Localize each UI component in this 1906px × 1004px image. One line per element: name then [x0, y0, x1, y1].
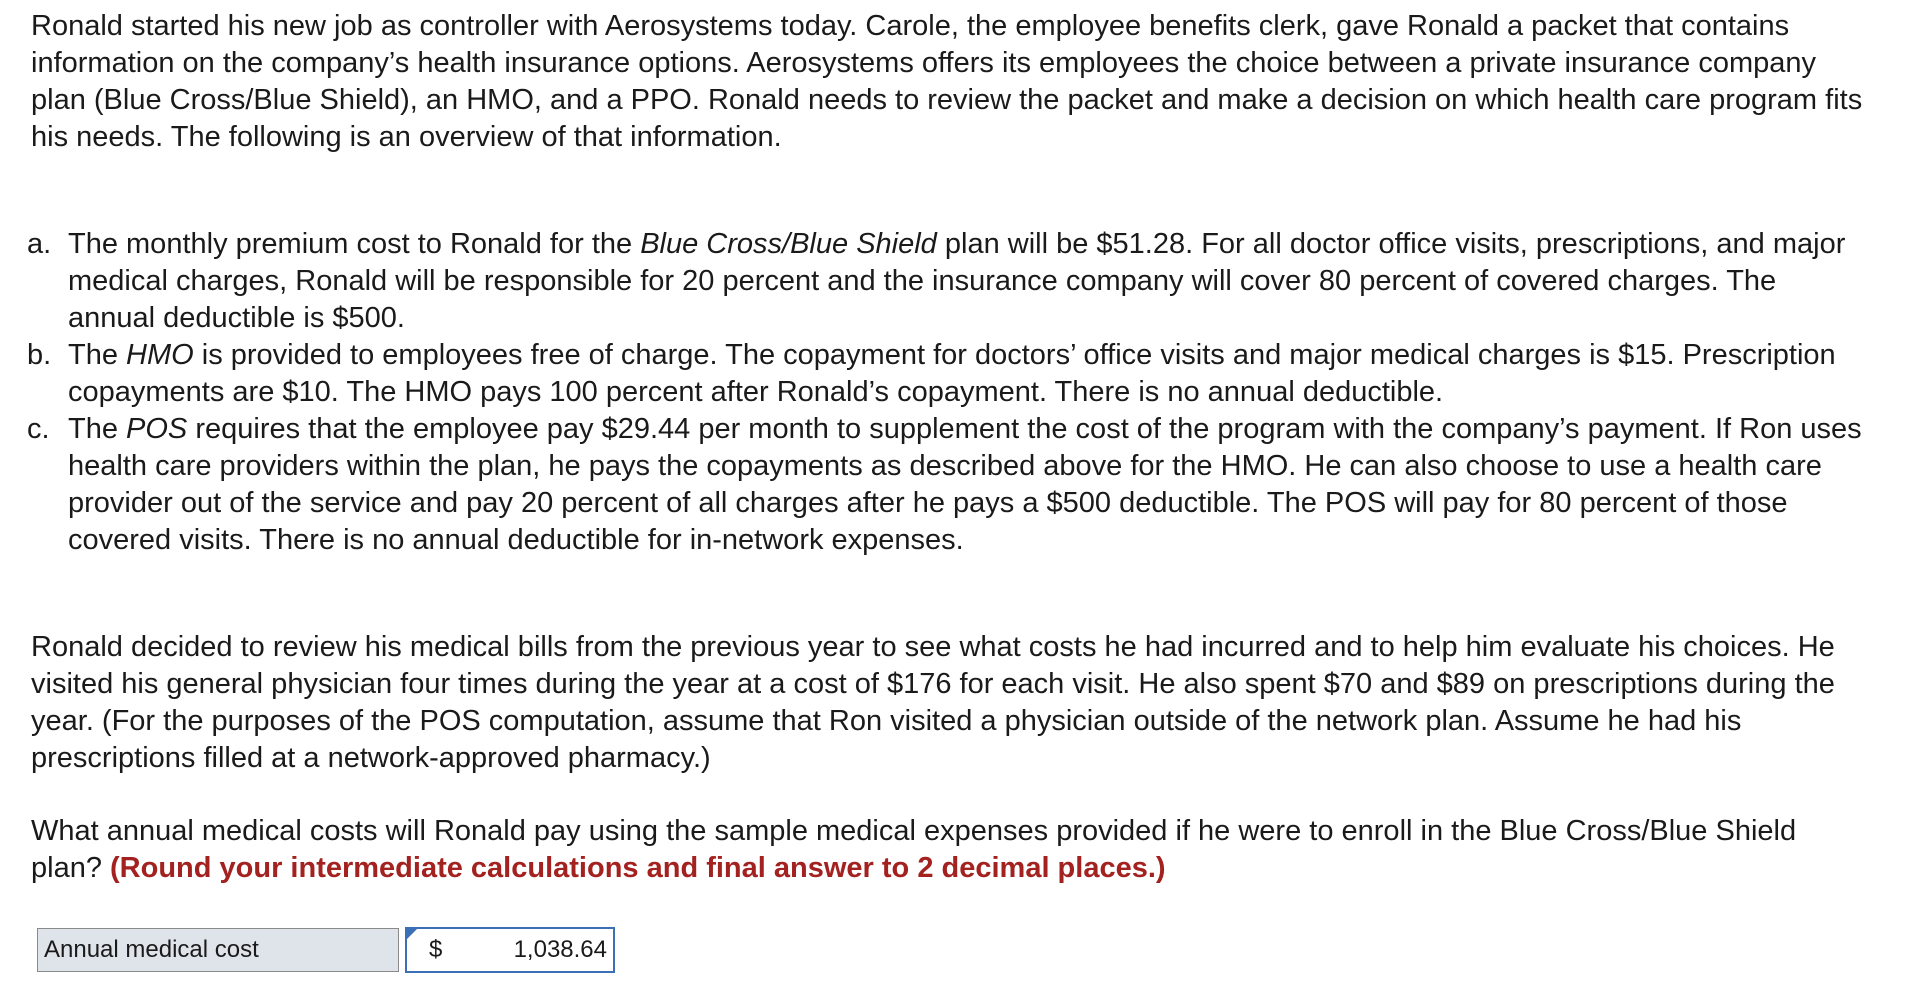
question-text: What annual medical costs will Ronald pay using the sample medical expenses provided if he were to enroll in the Blue Cross/Blue Shield plan? [31, 815, 1797, 884]
item-text-post: plan will be $51.28. For all doctor office visits, prescriptions, and major medical charges, Ronald will be responsible for 20 percent and the insurance company will cover 80 percent of covered charges. The annual deductible is $500. [68, 228, 1846, 334]
answer-label: Annual medical cost [37, 928, 399, 972]
list-marker: a. [27, 228, 52, 260]
item-text-pre: The [68, 413, 127, 445]
item-plan-name: POS [126, 413, 188, 445]
item-text-pre: The monthly premium cost to Ronald for the [68, 228, 641, 260]
plan-option-item [27, 411, 1871, 559]
cell-flag-icon [405, 927, 419, 941]
item-text-post: is provided to employees free of charge. The copayment for doctors’ office visits and major medical charges is $15. Prescription copayments are $10. The HMO pays 100 percent after Ronald’s copayment. There is no annual deductible. [68, 339, 1836, 408]
item-text-pre: The [68, 339, 127, 371]
question-content [27, 8, 1871, 887]
answer-value[interactable]: 1,038.64 [513, 936, 607, 963]
intro-paragraph: Ronald started his new job as controller with Aerosystems today. Carole, the employee benefits clerk, gave Ronald a packet that contains information on the company’s health insurance options. Aerosystems offers its employees the choice between a private insurance company plan (Blue Cross/Blue Shield), an HMO, and a PPO. Ronald needs to review the packet and make a decision on which health care program fits his needs. The following is an overview of that information. [31, 10, 1863, 153]
question-paragraph [31, 813, 1871, 887]
answer-row [37, 928, 615, 974]
item-plan-name: HMO [126, 339, 194, 371]
plan-option-item [27, 337, 1871, 411]
plan-options-list [27, 226, 1871, 559]
item-plan-name: Blue Cross/Blue Shield [640, 228, 937, 260]
plan-option-item [27, 226, 1871, 337]
rounding-instruction: (Round your intermediate calculations and final answer to 2 decimal places.) [110, 852, 1166, 884]
currency-symbol: $ [429, 936, 443, 963]
item-text-post: requires that the employee pay $29.44 per month to supplement the cost of the program with the company’s payment. If Ron uses health care providers within the plan, he pays the copayments as described above for the HMO. He can also choose to use a health care provider out of the service and pay 20 percent of all charges after he pays a $500 deductible. The POS will pay for 80 percent of those covered visits. There is no annual deductible for in-network expenses. [68, 413, 1862, 556]
annual-medical-cost-input[interactable] [405, 927, 615, 973]
list-marker: b. [27, 339, 52, 371]
review-paragraph: Ronald decided to review his medical bills from the previous year to see what costs he had incurred and to help him evaluate his choices. He visited his general physician four times during the year at a cost of $176 for each visit. He also spent $70 and $89 on prescriptions during the year. (For the purposes of the POS computation, assume that Ron visited a physician outside of the network plan. Assume he had his prescriptions filled at a network-approved pharmacy.) [31, 631, 1835, 774]
list-marker: c. [27, 413, 50, 445]
